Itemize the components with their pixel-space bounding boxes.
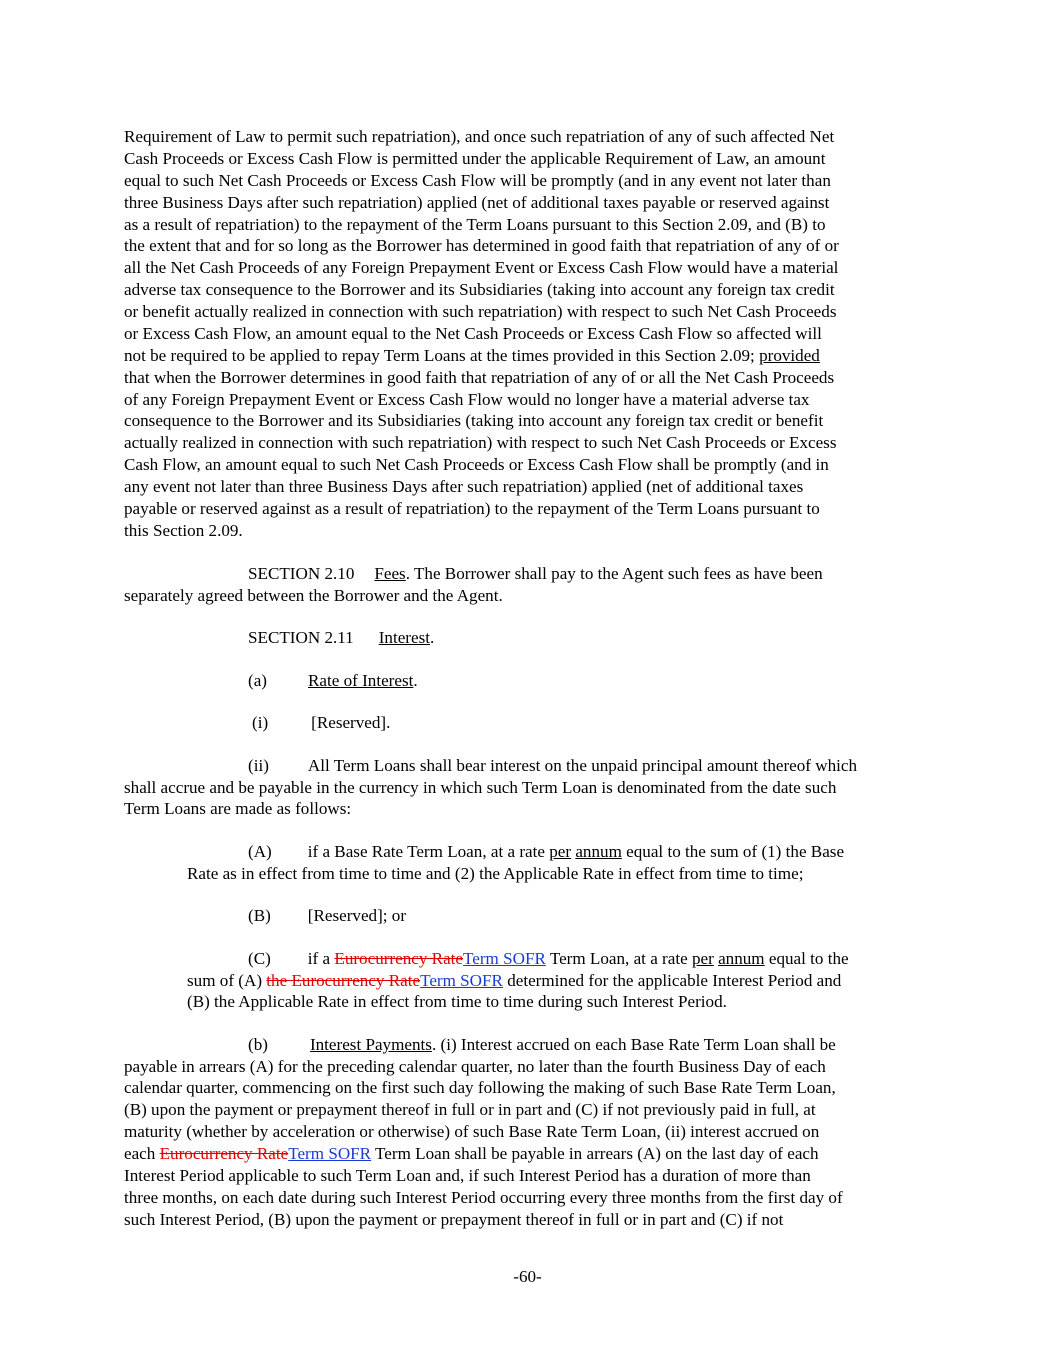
paragraph-line: not be required to be applied to repay Term Loans at the times provided in this Section 2.09; provided (124, 346, 820, 365)
inserted-text: Term SOFR (420, 971, 503, 990)
clause-a: (a) Rate of Interest. (248, 671, 418, 690)
paragraph-line: or benefit actually realized in connection with such repatriation) with respect to such Net Cash Proceeds (124, 302, 837, 321)
section-2-10-line: SECTION 2.10 Fees. The Borrower shall pay to the Agent such fees as have been (248, 564, 823, 583)
paragraph-line: adverse tax consequence to the Borrower and its Subsidiaries (taking into account any foreign tax credit (124, 280, 835, 299)
clause-b-line: such Interest Period, (B) upon the payment or prepayment thereof in full or in part and (C) if not (124, 1210, 784, 1229)
section-heading: Fees (374, 564, 406, 583)
section-number: SECTION 2.10 (248, 564, 355, 583)
clause-b-line: calendar quarter, commencing on the first such day following the making of such Base Rate Term Loan, (124, 1078, 836, 1097)
section-2-10-line: separately agreed between the Borrower and the Agent. (124, 586, 503, 605)
paragraph-line: payable or reserved against as a result of repatriation) to the repayment of the Term Loans pursuant to (124, 499, 820, 518)
clause-A: (A) if a Base Rate Term Loan, at a rate per annum equal to the sum of (1) the Base (248, 842, 845, 861)
paragraph-line: of any Foreign Prepayment Event or Excess Cash Flow would no longer have a material adverse tax (124, 390, 810, 409)
paragraph-line: three Business Days after such repatriation) applied (net of additional taxes payable or reserved against (124, 193, 830, 212)
paragraph-line: or Excess Cash Flow, an amount equal to the Net Cash Proceeds or Excess Cash Flow so affected will (124, 324, 822, 343)
clause-C: (C) if a Eurocurrency RateTerm SOFR Term Loan, at a rate per annum equal to the (248, 949, 849, 968)
clause-b-line: maturity (whether by acceleration or otherwise) of such Base Rate Term Loan, (ii) interest accrued on (124, 1122, 820, 1141)
paragraph-line: Requirement of Law to permit such repatriation), and once such repatriation of any of such affected Net (124, 127, 835, 146)
inserted-text: Term SOFR (288, 1144, 372, 1163)
clause-b-line: three months, on each date during such Interest Period occurring every three months from the first day of (124, 1188, 843, 1207)
clause-ii: (ii) All Term Loans shall bear interest on the unpaid principal amount thereof which (248, 756, 858, 775)
paragraph-line: that when the Borrower determines in good faith that repatriation of any of or all the Net Cash Proceeds (124, 368, 835, 387)
paragraph-line: Cash Proceeds or Excess Cash Flow is permitted under the applicable Requirement of Law, an amount (124, 149, 826, 168)
section-heading: Interest (378, 628, 430, 647)
deleted-text: the Eurocurrency Rate (266, 971, 421, 990)
paragraph-line: all the Net Cash Proceeds of any Foreign Prepayment Event or Excess Cash Flow would have a material (124, 258, 839, 277)
clause-b-line: Interest Period applicable to such Term Loan and, if such Interest Period has a duration of more than (124, 1166, 811, 1185)
paragraph-line: any event not later than three Business Days after such repatriation) applied (net of additional taxes (124, 477, 804, 496)
section-2-11-line: SECTION 2.11 Interest. (248, 628, 435, 647)
paragraph-line: equal to such Net Cash Proceeds or Excess Cash Flow will be promptly (and in any event not later than (124, 171, 831, 190)
section-number: SECTION 2.11 (248, 628, 354, 647)
clause-ii-line: Term Loans are made as follows: (124, 799, 352, 818)
clause-ii-line: shall accrue and be payable in the currency in which such Term Loan is denominated from the date such (124, 778, 837, 797)
clause-B: (B) [Reserved]; or (248, 906, 407, 925)
clause-A-line: Rate as in effect from time to time and (2) the Applicable Rate in effect from time to time; (187, 864, 804, 883)
clause-C-line: sum of (A) the Eurocurrency RateTerm SOFR determined for the applicable Interest Period and (187, 971, 842, 990)
clause-b-line: each Eurocurrency RateTerm SOFR Term Loan shall be payable in arrears (A) on the last day of each (124, 1144, 819, 1163)
clause-b-line: payable in arrears (A) for the preceding calendar quarter, no later than the fourth Business Day of each (124, 1057, 826, 1076)
paragraph-line: as a result of repatriation) to the repayment of the Term Loans pursuant to this Section 2.09, and (B) to (124, 215, 826, 234)
provided-term: provided (759, 346, 820, 365)
paragraph-line: Cash Flow, an amount equal to such Net Cash Proceeds or Excess Cash Flow shall be promptly (and in (124, 455, 829, 474)
clause-b: (b) Interest Payments. (i) Interest accrued on each Base Rate Term Loan shall be (248, 1035, 836, 1054)
clause-heading: Interest Payments (309, 1035, 432, 1054)
deleted-text: Eurocurrency Rate (334, 949, 463, 968)
paragraph-line: this Section 2.09. (124, 521, 243, 540)
paragraph-line: the extent that and for so long as the Borrower has determined in good faith that repatriation of any of or (124, 236, 839, 255)
clause-heading: Rate of Interest (307, 671, 414, 690)
inserted-text: Term SOFR (463, 949, 546, 968)
clause-b-line: (B) upon the payment or prepayment thereof in full or in part and (C) if not previously paid in full, at (124, 1100, 816, 1119)
paragraph-line: consequence to the Borrower and its Subsidiaries (taking into account any foreign tax credit or benefit (124, 411, 824, 430)
clause-C-line: (B) the Applicable Rate in effect from time to time during such Interest Period. (187, 992, 727, 1011)
page-number: -60- (513, 1267, 542, 1286)
paragraph-line: actually realized in connection with such repatriation) with respect to such Net Cash Proceeds or Excess (124, 433, 837, 452)
deleted-text: Eurocurrency Rate (159, 1144, 289, 1163)
clause-i: (i) [Reserved]. (252, 713, 391, 732)
